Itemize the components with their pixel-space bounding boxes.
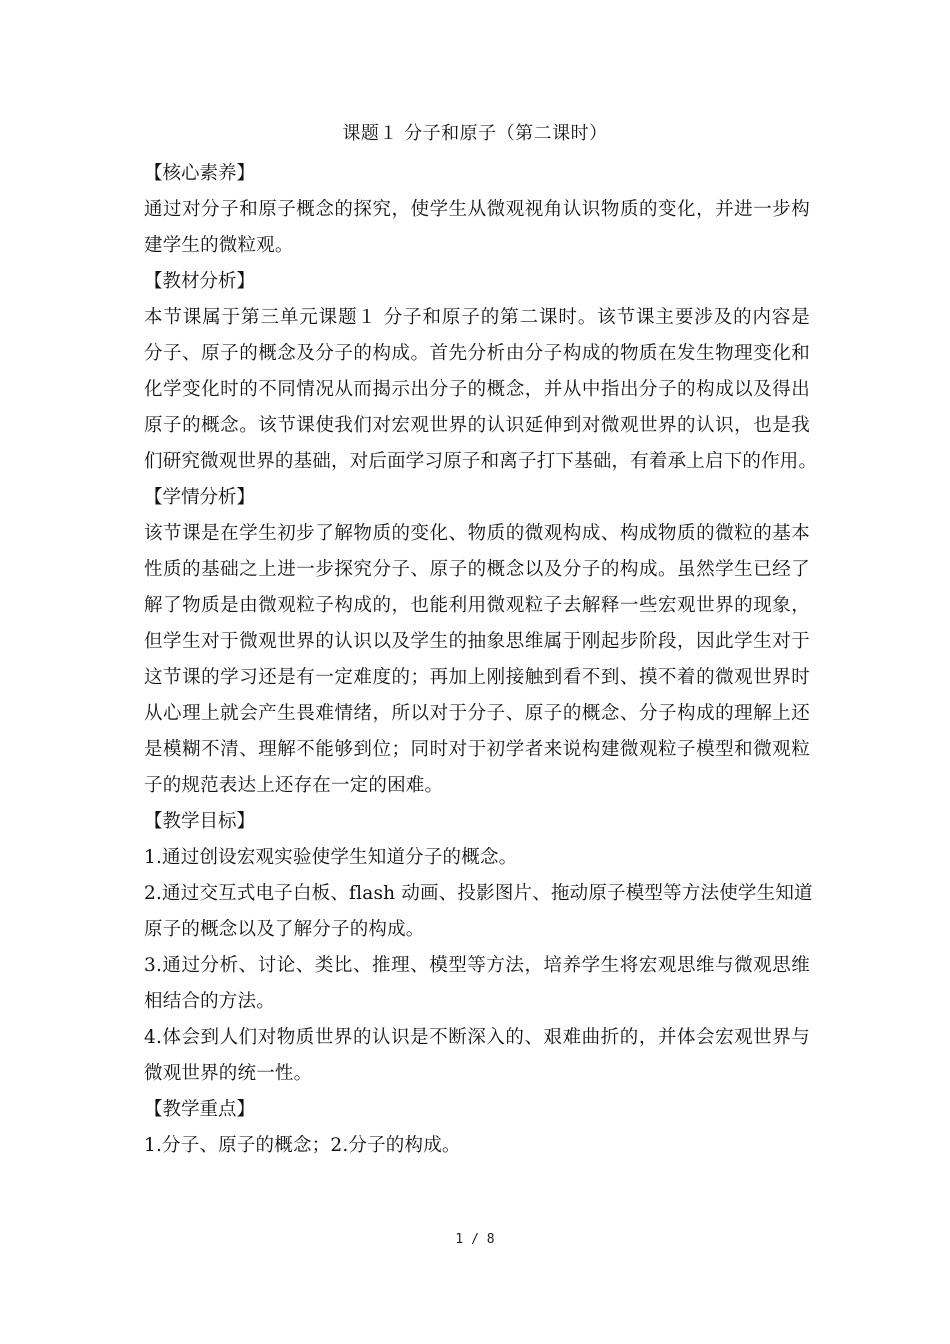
- paragraph-line: 该节课是在学生初步了解物质的变化、物质的微观构成、构成物质的微粒的基本: [144, 523, 810, 544]
- paragraph-line: 建学生的微粒观。: [144, 235, 294, 256]
- objective-item-3-cont: 相结合的方法。: [144, 991, 275, 1012]
- paragraph-line: 这节课的学习还是有一定难度的；再加上刚接触到看不到、摸不着的微观世界时: [144, 667, 810, 688]
- paragraph-line: 化学变化时的不同情况从而揭示出分子的概念，并从中指出分子的构成以及得出: [144, 379, 810, 400]
- paragraph-line: 从心理上就会产生畏难情绪，所以对于分子、原子的概念、分子构成的理解上还: [144, 703, 810, 724]
- paragraph-line: 们研究微观世界的基础，对后面学习原子和离子打下基础，有着承上启下的作用。: [144, 451, 818, 472]
- page-number: 1 / 8: [455, 1232, 495, 1247]
- objective-item-2-cont: 原子的概念以及了解分子的构成。: [144, 919, 425, 940]
- paragraph-line: 是模糊不清、理解不能够到位；同时对于初学者来说构建微观粒子模型和微观粒: [144, 739, 810, 760]
- section-heading-core-literacy: 【核心素养】: [144, 163, 256, 184]
- objective-item-3: 3.通过分析、讨论、类比、推理、模型等方法，培养学生将宏观思维与微观思维: [144, 955, 810, 976]
- objective-item-4: 4.体会到人们对物质世界的认识是不断深入的、艰难曲折的，并体会宏观世界与: [144, 1027, 810, 1048]
- paragraph-line: 解了物质是由微观粒子构成的，也能利用微观粒子去解释一些宏观世界的现象，: [144, 595, 810, 616]
- focus-items: 1.分子、原子的概念；2.分子的构成。: [144, 1135, 461, 1156]
- paragraph-line: 但学生对于微观世界的认识以及学生的抽象思维属于刚起步阶段，因此学生对于: [144, 631, 810, 652]
- paragraph-line: 原子的概念。该节课使我们对宏观世界的认识延伸到对微观世界的认识，也是我: [144, 415, 810, 436]
- document-title: 课题１ 分子和原子（第二课时）: [342, 123, 608, 144]
- objective-item-1: 1.通过创设宏观实验使学生知道分子的概念。: [144, 847, 518, 868]
- paragraph-line: 子的规范表达上还存在一定的困难。: [144, 775, 444, 796]
- paragraph-line: 分子、原子的概念及分子的构成。首先分析由分子构成的物质在发生物理变化和: [144, 343, 810, 364]
- paragraph-line: 本节课属于第三单元课题１ 分子和原子的第二课时。该节课主要涉及的内容是: [144, 307, 810, 328]
- section-heading-teaching-focus: 【教学重点】: [144, 1099, 256, 1120]
- section-heading-textbook-analysis: 【教材分析】: [144, 271, 256, 292]
- paragraph-line: 性质的基础之上进一步探究分子、原子的概念以及分子的构成。虽然学生已经了: [144, 559, 810, 580]
- objective-item-4-cont: 微观世界的统一性。: [144, 1063, 313, 1084]
- section-heading-teaching-objectives: 【教学目标】: [144, 811, 256, 832]
- objective-item-2: 2.通过交互式电子白板、flash 动画、投影图片、拖动原子模型等方法使学生知道: [144, 883, 813, 904]
- document-body: [144, 156, 818, 1164]
- section-heading-learner-analysis: 【学情分析】: [144, 487, 256, 508]
- paragraph-line: 通过对分子和原子概念的探究，使学生从微观视角认识物质的变化，并进一步构: [144, 199, 810, 220]
